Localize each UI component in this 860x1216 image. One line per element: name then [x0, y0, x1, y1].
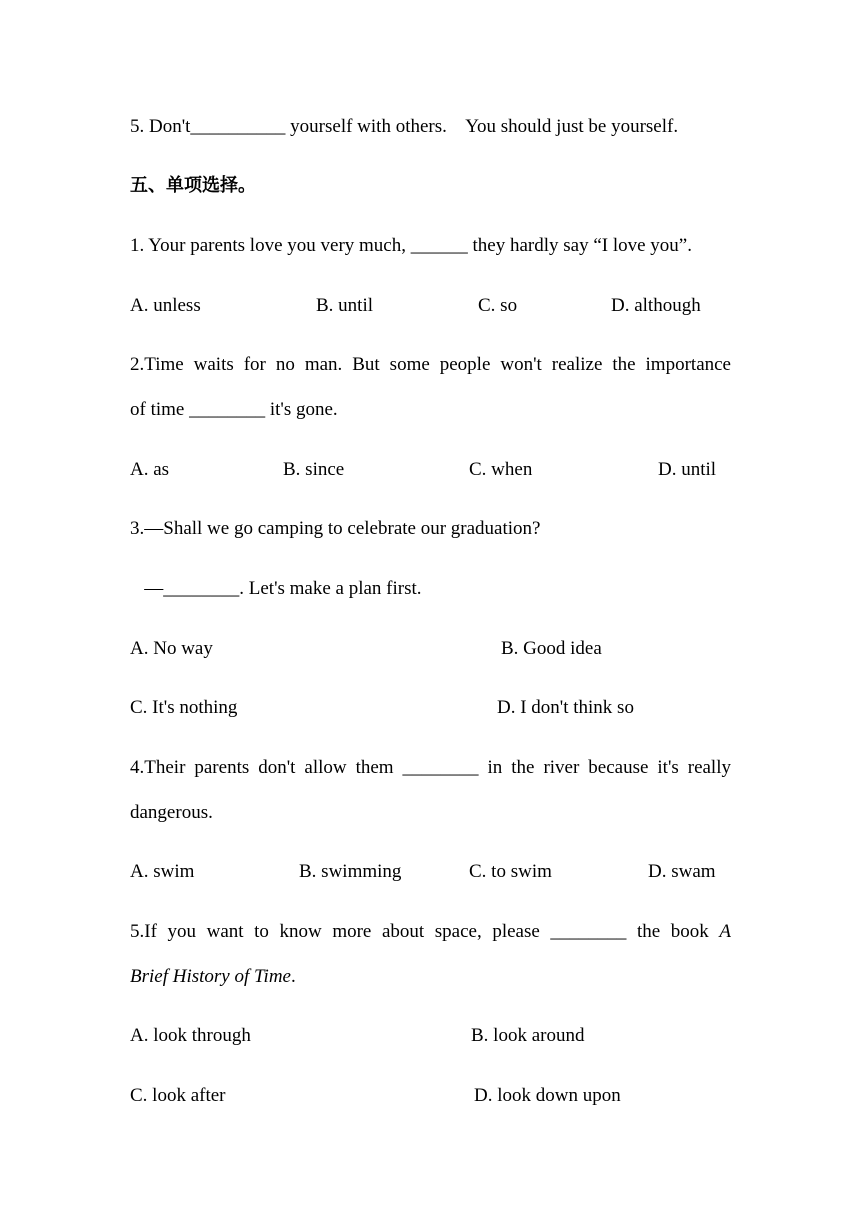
question-2-stem-line-1: 2.Time waits for no man. But some people won't realize the importance	[130, 354, 731, 375]
question-4-stem-line-1: 4.Their parents don't allow them ________ in the river because it's really	[130, 757, 731, 778]
question-1-option-c: C. so	[478, 295, 518, 316]
question-5-option-c: C. look after	[130, 1085, 226, 1106]
question-2-option-b: B. since	[283, 459, 345, 480]
question-4-option-a: A. swim	[130, 861, 195, 882]
question-2-option-a: A. as	[130, 459, 170, 480]
fill-in-question-5: 5. Don't__________ yourself with others. You should just be yourself.	[130, 116, 679, 137]
question-2-option-d: D. until	[658, 459, 717, 480]
question-1-option-b: B. until	[316, 295, 374, 316]
question-3-option-c: C. It's nothing	[130, 697, 238, 718]
question-5-option-a: A. look through	[130, 1025, 251, 1046]
question-4-option-c: C. to swim	[469, 861, 552, 882]
question-1-option-a: A. unless	[130, 295, 201, 316]
question-2-stem-line-2: of time ________ it's gone.	[130, 399, 338, 420]
question-5-stem-line-2	[130, 965, 296, 989]
question-3-stem-line-1: 3.—Shall we go camping to celebrate our graduation?	[130, 518, 541, 539]
question-2-option-c: C. when	[469, 459, 533, 480]
question-5-stem-text: 5.If you want to know more about space, please ________ the book	[130, 921, 709, 942]
question-3-option-b: B. Good idea	[501, 638, 602, 659]
question-5-book-title: Brief History of Time	[130, 966, 291, 987]
question-4-option-d: D. swam	[648, 861, 716, 882]
question-5-book-title-start: A	[719, 921, 732, 942]
question-3-option-a: A. No way	[130, 638, 213, 659]
question-3-stem-line-2: —________. Let's make a plan first.	[130, 578, 422, 599]
question-3-option-d: D. I don't think so	[497, 697, 634, 718]
question-5-stem-line-1	[130, 920, 731, 944]
question-5-option-b: B. look around	[471, 1025, 585, 1046]
section-heading: 五、单项选择。	[130, 175, 256, 196]
question-1-stem: 1. Your parents love you very much, ______ they hardly say “I love you”.	[130, 235, 692, 256]
question-4-stem-line-2: dangerous.	[130, 802, 213, 823]
question-5-stem-end: .	[290, 966, 296, 987]
question-1-option-d: D. although	[611, 295, 701, 316]
question-5-option-d: D. look down upon	[474, 1085, 621, 1106]
question-4-option-b: B. swimming	[299, 861, 402, 882]
